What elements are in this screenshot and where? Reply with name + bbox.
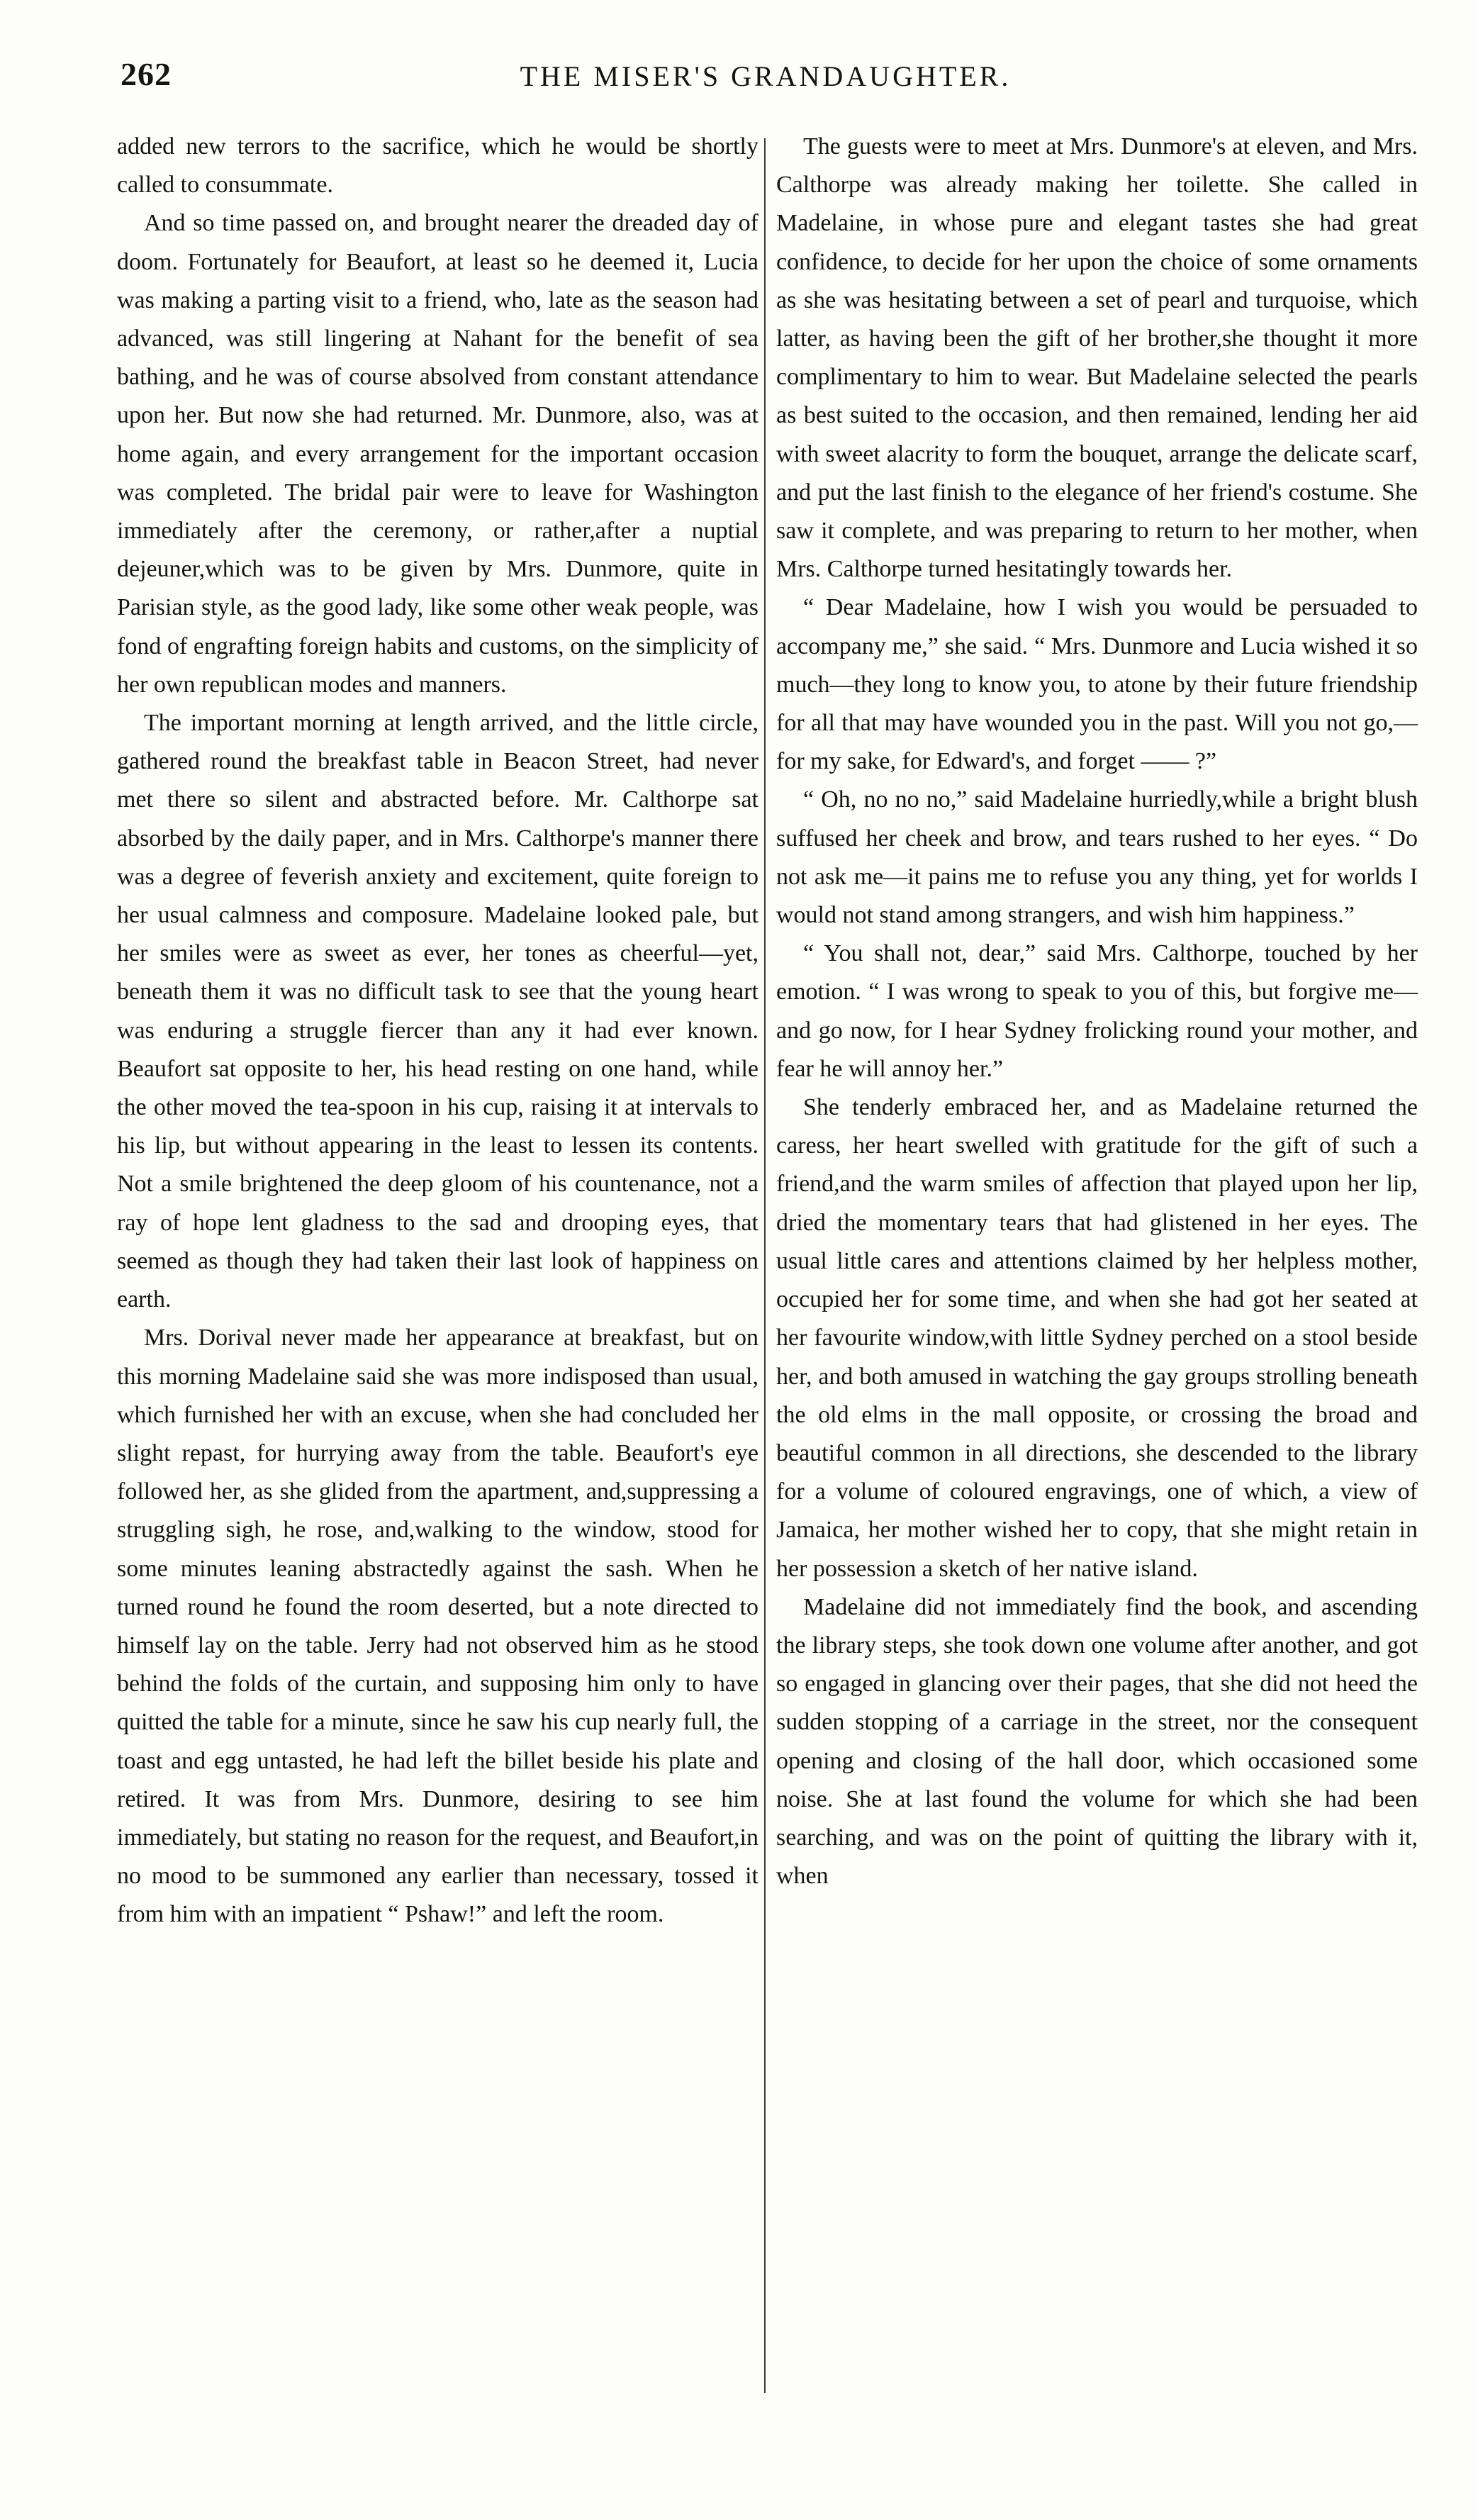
paragraph: added new terrors to the sacrifice, which he would be shortly called to consummate. bbox=[117, 133, 758, 199]
paragraph: And so time passed on, and brought nearer the dreaded day of doom. Fortunately for Beaufort, at least so he deemed it, Lucia was making a parting visit to a friend, who, late as the season had advanced, was still lingering at Nahant for the benefit of sea bathing, and he was of course absolved from constant attendance upon her. But now she had returned. Mr. Dunmore, also, was at home again, and every arrangement for the important occasion was completed. The bridal pair were to leave for Washington immediately after the ceremony, or rather,after a nuptial dejeuner,which was to be given by Mrs. Dunmore, quite in Parisian style, as the good lady, like some other weak people, was fond of engrafting foreign habits and customs, on the simplicity of her own republican modes and manners. bbox=[117, 210, 758, 698]
running-title: THE MISER'S GRANDAUGHTER. bbox=[520, 60, 1012, 92]
paragraph: The guests were to meet at Mrs. Dunmore's at eleven, and Mrs. Calthorpe was already making her toilette. She called in Madelaine, in whose pure and elegant tastes she had great confidence, to decide for her upon the choice of some ornaments as she was hesitating between a set of pearl and turquoise, which latter, as having been the gift of her brother,she thought it more complimentary to him to wear. But Madelaine selected the pearls as best suited to the occasion, and then remained, lending her aid with sweet alacrity to form the bouquet, arrange the delicate scarf, and put the last finish to the elegance of her friend's costume. She saw it complete, and was preparing to return to her mother, when Mrs. Calthorpe turned hesitatingly towards her. bbox=[776, 133, 1418, 583]
paragraph: Madelaine did not immediately find the book, and ascending the library steps, she took down one volume after another, and got so engaged in glancing over their pages, that she did not heed the sudden stopping of a carriage in the street, nor the consequent opening and closing of the hall door, which occasioned some noise. She at last found the volume for which she had been searching, and was on the point of quitting the library with it, when bbox=[776, 1593, 1418, 1890]
column-divider bbox=[764, 138, 766, 2393]
paragraph: “ Dear Madelaine, how I wish you would be persuaded to accompany me,” she said. “ Mrs. Dunmore and Lucia wished it so much—they long to know you, to atone by their future friendship for all that may have wounded you in the past. Will you not go,—for my sake, for Edward's, and forget —— ?” bbox=[776, 594, 1418, 775]
paragraph: Mrs. Dorival never made her appearance at breakfast, but on this morning Madelaine said she was more indisposed than usual, which furnished her with an excuse, when she had concluded her slight repast, for hurrying away from the table. Beaufort's eye followed her, as she glided from the apartment, and,suppressing a struggling sigh, he rose, and,walking to the window, stood for some minutes leaning abstractedly against the sash. When he turned round he found the room deserted, but a note directed to himself lay on the table. Jerry had not observed him as he stood behind the folds of the curtain, and supposing him only to have quitted the table for a minute, since he saw his cup nearly full, the toast and egg untasted, he had left the billet beside his plate and retired. It was from Mrs. Dunmore, desiring to see him immediately, but stating no reason for the request, and Beaufort,in no mood to be summoned any earlier than necessary, tossed it from him with an impatient “ Pshaw!” and left the room. bbox=[117, 1325, 758, 1928]
page-number: 262 bbox=[121, 56, 172, 92]
paragraph: She tenderly embraced her, and as Madelaine returned the caress, her heart swelled with gratitude for the gift of such a friend,and the warm smiles of affection that played upon her lip, dried the momentary tears that had glistened in her eyes. The usual little cares and attentions claimed by her helpless mother, occupied her for some time, and when she had got her seated at her favourite window,with little Sydney perched on a stool beside her, and both amused in watching the gay groups strolling beneath the old elms in the mall opposite, or crossing the broad and beautiful common in all directions, she descended to the library for a volume of coloured engravings, one of which, a view of Jamaica, her mother wished her to copy, that she might retain in her possession a sketch of her native island. bbox=[776, 1094, 1418, 1582]
paragraph: The important morning at length arrived, and the little circle, gathered round the breakfast table in Beacon Street, had never met there so silent and abstracted before. Mr. Calthorpe sat absorbed by the daily paper, and in Mrs. Calthorpe's manner there was a degree of feverish anxiety and excitement, quite foreign to her usual calmness and composure. Madelaine looked pale, but her smiles were as sweet as ever, her tones as cheerful—yet, beneath them it was no difficult task to see that the young heart was enduring a struggle fiercer than any it had ever known. Beaufort sat opposite to her, his head resting on one hand, while the other moved the tea-spoon in his cup, raising it at intervals to his lip, but without appearing in the least to lessen its contents. Not a smile brightened the deep gloom of his countenance, not a ray of hope lent gladness to the sad and drooping eyes, that seemed as though they had taken their last look of happiness on earth. bbox=[117, 710, 758, 1313]
page-header bbox=[113, 55, 1418, 105]
left-column bbox=[117, 128, 758, 1934]
right-column bbox=[776, 128, 1418, 1895]
paragraph: “ You shall not, dear,” said Mrs. Calthorpe, touched by her emotion. “ I was wrong to speak to you of this, but forgive me—and go now, for I hear Sydney frolicking round your mother, and fear he will annoy her.” bbox=[776, 940, 1418, 1082]
paragraph: “ Oh, no no no,” said Madelaine hurriedly,while a bright blush suffused her cheek and brow, and tears rushed to her eyes. “ Do not ask me—it pains me to refuse you any thing, yet for worlds I would not stand among strangers, and wish him happiness.” bbox=[776, 786, 1418, 929]
